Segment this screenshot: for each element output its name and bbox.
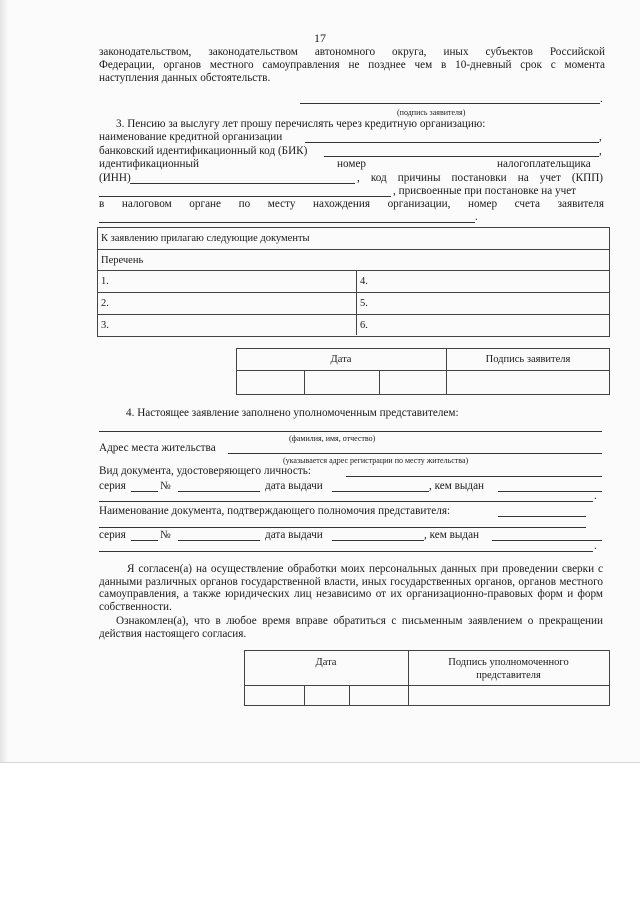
consent-paragraph-2: Ознакомлен(а), что в любое время вправе обратиться с письменным заявлением о прекращении действия настоящего согласия. — [99, 615, 603, 640]
representative-signature-header-line1: Подпись уполномоченного — [448, 657, 569, 668]
number-field-2[interactable] — [178, 540, 260, 541]
section4-heading: 4. Настоящее заявление заполнено уполномоченным представителем: — [126, 407, 459, 419]
bik-field[interactable] — [324, 156, 599, 157]
issued-by-label-2: , кем выдан — [424, 529, 480, 541]
inn-field[interactable] — [130, 183, 355, 184]
date-header-2: Дата — [315, 657, 337, 668]
assigned-label: , присвоенные при постановке на учет — [393, 185, 577, 197]
date-month-cell-2[interactable] — [305, 686, 349, 704]
kpp-label: , код причины постановки на учет (КПП) — [357, 172, 603, 184]
bank-name-label: наименование кредитной организации — [99, 131, 283, 143]
issue-date-label-1: дата выдачи — [265, 480, 323, 492]
consent-paragraph-1: Я согласен(а) на осуществление обработки моих персональных данных при проведении сверки с данными различных органов государственной власти, иных государственных органов, органов местного самоуправления, а также юридических лиц независимо от их организационно-правовых форм и форм собственности. — [99, 563, 603, 613]
address-label: Адрес места жительства — [99, 442, 216, 454]
address-field[interactable] — [228, 453, 602, 454]
page-number: 17 — [314, 31, 326, 45]
date-month-cell-1[interactable] — [305, 371, 379, 393]
representative-name-field[interactable] — [99, 431, 602, 432]
issue-date-field-2[interactable] — [332, 540, 424, 541]
number-label-2: № — [160, 529, 171, 541]
documents-table-subheader: Перечень — [101, 255, 144, 266]
issued-by-field-2-continued[interactable] — [99, 551, 593, 552]
authority-document-field-continued[interactable] — [99, 527, 586, 528]
id-document-field[interactable] — [346, 476, 602, 477]
representative-name-caption: (фамилия, имя, отчество) — [289, 434, 376, 443]
document-slot-5[interactable]: 5. — [360, 298, 368, 309]
issue-date-field-1[interactable] — [332, 491, 429, 492]
series-field-1[interactable] — [131, 491, 158, 492]
address-caption: (указывается адрес регистрации по месту жительства) — [283, 456, 469, 465]
intro-line-1: законодательством, законодательством автономного округа, иных субъектов Российской — [99, 46, 605, 58]
issued-by-label-1: , кем выдан — [429, 480, 485, 492]
document-slot-3[interactable]: 3. — [101, 320, 109, 331]
scan-edge-shadow — [0, 0, 8, 762]
date-year-cell-2[interactable] — [350, 686, 408, 704]
date-header-1: Дата — [330, 354, 352, 365]
inn-word-3: налогоплательщика — [497, 158, 591, 170]
document-page: 17 законодательством, законодательством автономного округа, иных субъектов Российской Федерации, органов местного самоуправления не позднее чем в 10-дневный срок с момента наступления данных обстоятельств. . (подпись заявителя) 3. Пенсию за выслугу лет прошу перечислять через кредитную организацию: наименование кредитной организации , банковский идентификационный код (БИК) , идентификационный номер налогоплательщика (ИНН) , код причины постановки на учет (КПП) , присвоенные при постановке на учет в налоговом органе по месту нахождения организации, номер счета заявителя . К заявлению прилагаю следующие документы Перечень 1. 4. 2. 5. 3. 6. Дата Подпись заявителя 4. Настоящее заявление заполнено уполномоченным представителем: (фамилия, имя, отчество) Адрес места жительства (указывается адрес регистрации по месту жительства) Вид документа, удостоверяющего личность: серия № дата выдачи , кем выдан . Наименование документа, подтверждающего полномочия представителя: серия № дата выдачи , кем выдан . Я согласен(а) на осуществление обработки моих персональных данных при проведении сверки с данными различных органов государственной власти, иных государственных органов, органов местного самоуправления, а также юридических лиц независимо от их организационно-правовых форм и форм собственности. Ознакомлен(а), что в любое время вправе обратиться с письменным заявлением о прекращении действия настоящего согласия. Дата Подпись уполномоченного представителя — [0, 0, 640, 763]
issued-by-field-1-continued[interactable] — [99, 501, 593, 502]
authority-document-field[interactable] — [498, 516, 586, 517]
inn-short-label: (ИНН) — [99, 172, 131, 184]
inn-word-2: номер — [337, 158, 367, 170]
documents-table-header: К заявлению прилагаю следующие документы — [101, 233, 310, 244]
intro-line-3: наступления данных обстоятельств. — [99, 72, 271, 84]
applicant-signature-line[interactable] — [300, 103, 600, 104]
id-document-label: Вид документа, удостоверяющего личность: — [99, 465, 311, 477]
intro-line-2: Федерации, органов местного самоуправления не позднее чем в 10-дневный срок с момента — [99, 59, 605, 71]
document-slot-1[interactable]: 1. — [101, 276, 109, 287]
authority-document-label: Наименование документа, подтверждающего полномочия представителя: — [99, 505, 451, 517]
number-label-1: № — [160, 480, 171, 492]
document-slot-2[interactable]: 2. — [101, 298, 109, 309]
series-field-2[interactable] — [131, 540, 158, 541]
bank-name-field[interactable] — [305, 142, 599, 143]
series-label-1: серия — [99, 480, 126, 492]
applicant-signature-cell[interactable] — [447, 371, 608, 393]
date-day-cell-1[interactable] — [237, 371, 304, 393]
tax-place-line: в налоговом органе по месту нахождения организации, номер счета заявителя — [99, 198, 604, 210]
representative-signature-cell[interactable] — [409, 686, 608, 704]
document-slot-6[interactable]: 6. — [360, 320, 368, 331]
applicant-signature-header: Подпись заявителя — [485, 354, 571, 365]
issue-date-label-2: дата выдачи — [265, 529, 323, 541]
series-label-2: серия — [99, 529, 126, 541]
inn-word-1: идентификационный — [99, 158, 200, 170]
kpp-field[interactable] — [99, 196, 391, 197]
date-year-cell-1[interactable] — [380, 371, 446, 393]
bik-label: банковский идентификационный код (БИК) — [99, 145, 308, 157]
account-number-field[interactable] — [99, 222, 475, 223]
issued-by-field-2[interactable] — [492, 540, 602, 541]
representative-signature-header-line2: представителя — [476, 670, 541, 681]
number-field-1[interactable] — [178, 491, 260, 492]
document-slot-4[interactable]: 4. — [360, 276, 368, 287]
date-day-cell-2[interactable] — [245, 686, 304, 704]
issued-by-field-1[interactable] — [498, 491, 602, 492]
section3-heading: 3. Пенсию за выслугу лет прошу перечислять через кредитную организацию: — [116, 118, 486, 130]
applicant-signature-caption: (подпись заявителя) — [397, 108, 466, 117]
